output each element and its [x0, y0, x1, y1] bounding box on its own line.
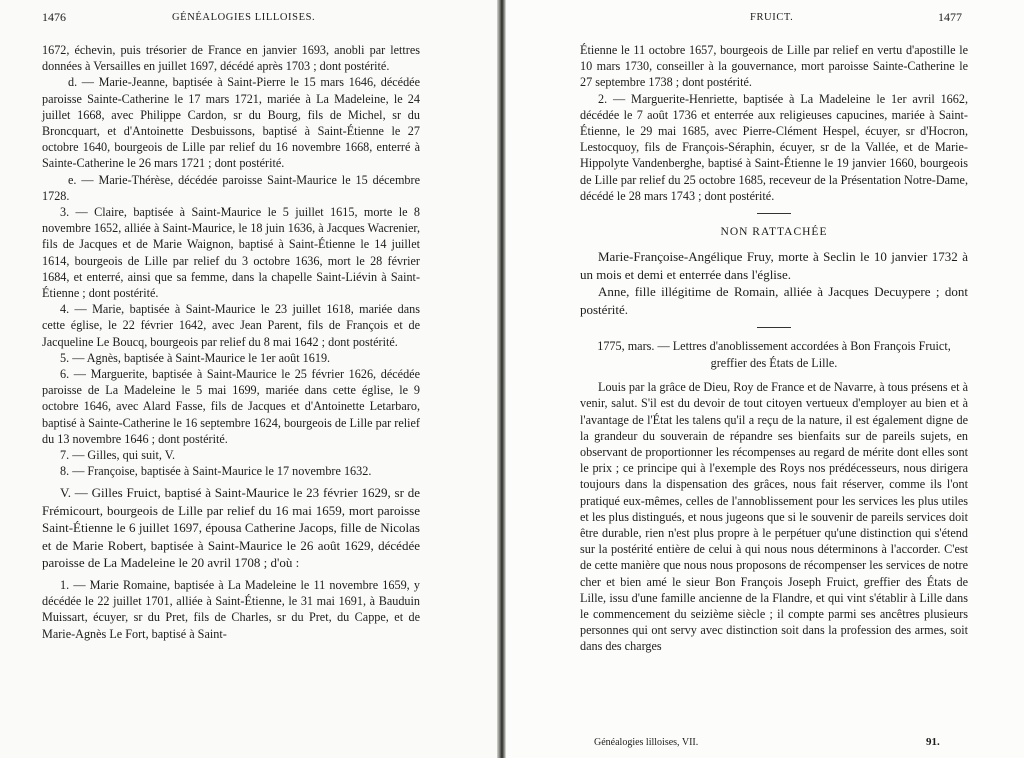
book-gutter [497, 0, 506, 758]
section-heading: NON RATTACHÉE [720, 226, 828, 239]
paragraph: 1672, échevin, puis trésorier de France en janvier 1693, anobli par lettres données à Versailles en juillet 1697, décédé après 1703 ; dont postérité. [42, 43, 420, 74]
left-page-text [42, 42, 420, 642]
signature-mark: 91. [926, 736, 940, 748]
left-page-number: 1476 [42, 10, 66, 24]
right-page [506, 0, 1024, 758]
entry: Marie-Françoise-Angélique Fruy, morte à Seclin le 10 janvier 1732 à un mois et demi et enterrée dans l'église. [580, 249, 968, 282]
left-running-head: GÉNÉALOGIES LILLOISES. [172, 12, 316, 23]
paragraph: 8. — Françoise, baptisée à Saint-Maurice le 17 novembre 1632. [60, 464, 372, 479]
section-divider [757, 213, 791, 214]
page-footer: Généalogies lilloises, VII. [594, 737, 699, 748]
paragraph: 1. — Marie Romaine, baptisée à La Madeleine le 11 novembre 1659, y décédée le 22 juillet 1701, alliée à Saint-Étienne, le 31 mai 1691, à Bauduin Muissart, écuyer, sr du Pret, fils de Charles, sr du Pret, du Cappe, et de Marie-Agnès Le Fort, baptisé à Saint- [42, 577, 420, 641]
paragraph: 3. — Claire, baptisée à Saint-Maurice le 5 juillet 1615, morte le 8 novembre 1652, alliée à Saint-Maurice, le 18 juin 1636, à Jacques Wacrenier, fils de Jacques et de Marie Waignon, baptisé à Saint-Étienne le 14 juillet 1614, bourgeois de Lille par relief du 3 octobre 1636, mort le 28 février 1684, et enterré, ainsi que sa femme, dans la chapelle Saint-Liévin à Saint-Étienne ; dont postérité. [42, 205, 420, 301]
generation-entry: V. — Gilles Fruict, baptisé à Saint-Maurice le 23 février 1629, sr de Frémicourt, bourgeois de Lille par relief du 16 mai 1659, mort paroisse Saint-Étienne le 6 juillet 1697, épousa Catherine Jacops, fille de Nicolas et de Marie Robert, baptisée à Saint-Maurice le 26 août 1629, décédée paroisse de La Madeleine le 20 avril 1708 ; d'où : [42, 485, 420, 571]
right-running-head: FRUICT. [750, 12, 794, 23]
paragraph: 2. — Marguerite-Henriette, baptisée à La Madeleine le 1er avril 1662, décédée le 7 août 1736 et enterrée aux religieuses capucines, mariée à Saint-Étienne, le 29 mai 1685, avec Pierre-Clément Hespel, écuyer, sr d'Hocron, Lestocquoy, fils de François-Séraphin, écuyer, sr de la Vallée, et de Marie-Hippolyte Vandenberghe, baptisé à Saint-Étienne le 19 janvier 1660, bourgeois de Lille par relief du 25 octobre 1685, receveur de la Présentation Notre-Dame, décédé le 28 mars 1743 ; dont postérité. [580, 91, 968, 203]
paragraph: 5. — Agnès, baptisée à Saint-Maurice le 1er août 1619. [60, 350, 331, 365]
paragraph: 6. — Marguerite, baptisée à Saint-Maurice le 25 février 1626, décédée paroisse de La Madeleine le 5 mai 1699, mariée dans cette église, le 9 octobre 1646, avec Alard Fasse, fils de Jacques et d'Antoinette Letarbaro, baptisé à Sainte-Catherine le 16 septembre 1624, bourgeois de Lille par relief du 13 novembre 1646 ; dont postérité. [42, 367, 420, 446]
right-page-text [580, 42, 968, 655]
entry: Anne, fille illégitime de Romain, alliée à Jacques Decuypere ; dont postérité. [580, 284, 968, 317]
paragraph: Étienne le 11 octobre 1657, bourgeois de Lille par relief en vertu d'apostille le 10 mars 1730, conseiller à la gouvernance, mort paroisse Sainte-Catherine le 27 septembre 1738 ; dont postérité. [580, 43, 968, 90]
act-title: 1775, mars. — Lettres d'anoblissement accordées à Bon François Fruict, greffier des États de Lille. [597, 339, 951, 370]
paragraph: e. — Marie-Thérèse, décédée paroisse Saint-Maurice le 15 décembre 1728. [42, 172, 420, 203]
section-divider [757, 327, 791, 328]
paragraph: 4. — Marie, baptisée à Saint-Maurice le 23 juillet 1618, mariée dans cette église, le 22 février 1642, avec Jean Parent, fils de François et de Jacqueline Le Boucq, bourgeois par relief du 8 mai 1642 ; dont postérité. [42, 302, 420, 349]
paragraph: d. — Marie-Jeanne, baptisée à Saint-Pierre le 15 mars 1646, décédée paroisse Sainte-Catherine le 17 mars 1721, mariée à La Madeleine, le 24 juillet 1668, avec Philippe Cardon, sr du Bourg, fils de Michel, sr du Broncquart, et d'Antoinette Desbuissons, baptisé à Saint-Étienne le 27 octobre 1640, bourgeois de Lille par relief du 16 novembre 1668, enterré à Sainte-Catherine le 26 mars 1721 ; dont postérité. [42, 75, 420, 171]
right-page-number: 1477 [938, 10, 962, 24]
left-page [0, 0, 500, 758]
paragraph: 7. — Gilles, qui suit, V. [60, 448, 176, 463]
act-text: Louis par la grâce de Dieu, Roy de France et de Navarre, à tous présens et à venir, salut. S'il est du devoir de tout citoyen vertueux d'employer au bien et à l'avantage de l'État les talens qu'il a reçu de la nature, il est également digne de la grandeur du souverain de répandre ses bienfaits sur de pareils sujets, en observant de proportionner les récompenses au regard de mérite dont elles sont le prix ; ce principe qui à l'exemple des Roys nos prédécesseurs, nous dirigera toujours dans la dispensation des grâces, nous fait réserver, comme ils l'ont pratiqué eux-mêmes, celles de l'annoblissement pour les services les plus utiles et les plus distingués, et nous jugeons que si le souvenir de pareils services doit être durable, rien n'est plus propre à le perpétuer qu'une distinction qui s'étend sur la postérité entière de celui à qui nous nous déterminons à l'accorder. C'est de cette manière que nous nous proposons de récompenser les services de notre cher et bien amé le sieur Bon François Joseph Fruict, greffier des États de Lille, issu d'une famille ancienne de la Flandre, et qui vint s'établir à Lille dans le commencement du seizième siècle ; il compte parmi ses ancêtres plusieurs personnes qui ont servy avec distinction soit dans la profession des armes, soit dans des charges [580, 380, 968, 654]
